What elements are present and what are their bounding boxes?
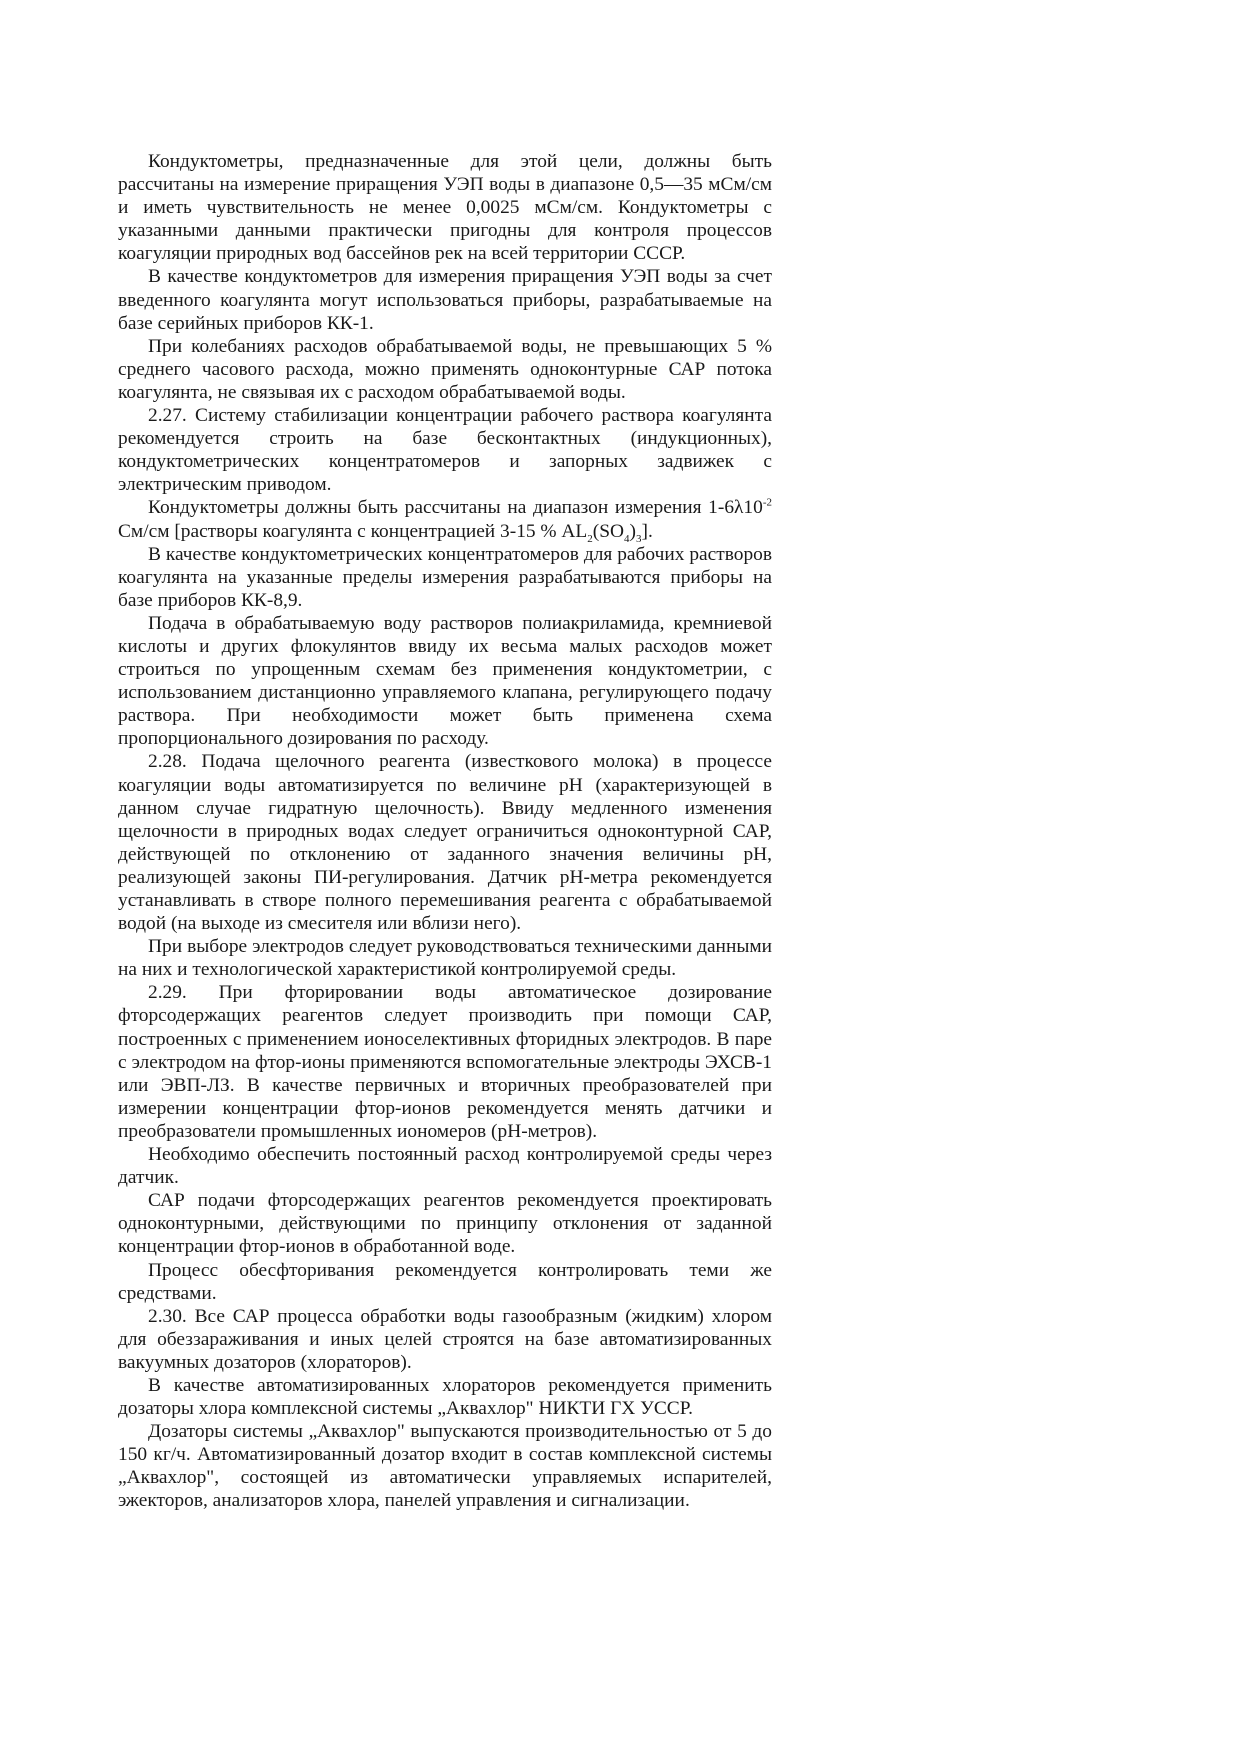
paragraph: Кондуктометры, предназначенные для этой цели, должны быть рассчитаны на измерение приращения УЭП воды в диапазоне 0,5—35 мСм/см и иметь чувствительность не менее 0,0025 мСм/см. Кондуктометры с указанными данными практически пригодны для контроля процессов коагуляции природных вод бассейнов рек на всей территории СССР. [118,151,772,265]
subscript: 3 [636,532,642,545]
paragraph: 2.30. Все САР процесса обработки воды газообразным (жидким) хлором для обеззараживания и иных целей строятся на базе автоматизированных вакуумных дозаторов (хлораторов). [118,1305,772,1373]
paragraph: При выборе электродов следует руководствоваться техническими данными на них и технологической характеристикой контролируемой среды. [118,936,772,981]
paragraph: 2.29. При фторировании воды автоматическое дозирование фторсодержащих реагентов следует производить при помощи САР, построенных с применением ионоселективных фторидных электродов. В паре с электродом на фтор-ионы применяются вспомогательные электроды ЭХСВ-1 или ЭВП-ЛЗ. В качестве первичных и вторичных преобразователей при измерении концентрации фтор-ионов рекомендуется менять датчики и преобразователи промышленных иономеров (рН-метров). [118,982,772,1142]
subscript: 4 [624,532,630,545]
formula-text: ) [629,520,636,542]
formula-text: ]. [641,520,653,542]
paragraph: В качестве автоматизированных хлораторов рекомендуется применить дозаторы хлора комплексной системы „Аквахлор" НИКТИ ГХ УССР. [118,1374,772,1420]
paragraph: При колебаниях расходов обрабатываемой воды, не превышающих 5 % среднего часового расхода, можно применять одноконтурные САР потока коагулянта, не связывая их с расходом обрабатываемой воды. [118,335,772,403]
formula-text: См/см [растворы коагулянта с концентрацией 3-15 % AL [118,520,588,542]
paragraph: Необходимо обеспечить постоянный расход контролируемой среды через датчик. [118,1144,772,1189]
paragraph: В качестве кондуктометров для измерения приращения УЭП воды за счет введенного коагулянта могут использоваться приборы, разрабатываемые на базе серийных приборов КК-1. [118,266,772,334]
paragraph: Дозаторы системы „Аквахлор" выпускаются производительностью от 5 до 150 кг/ч. Автоматизированный дозатор входит в состав комплексной системы „Аквахлор", состоящей из автоматически управляемых испарителей, эжекторов, анализаторов хлора, панелей управления и сигнализации. [118,1421,772,1512]
paragraph: Процесс обесфторивания рекомендуется контролировать теми же средствами. [118,1259,772,1304]
formula-paragraph [118,496,772,545]
paragraph: 2.27. Систему стабилизации концентрации рабочего раствора коагулянта рекомендуется строить на базе бесконтактных (индукционных), кондуктометрических концентратомеров и запорных задвижек с электрическим приводом. [118,405,772,496]
paragraph: В качестве кондуктометрических концентратомеров для рабочих растворов коагулянта на указанные пределы измерения разрабатываются приборы на базе приборов КК-8,9. [118,543,772,611]
subscript: 2 [587,532,593,545]
paragraph: 2.28. Подача щелочного реагента (известкового молока) в процессе коагуляции воды автоматизируется по величине рН (характеризующей в данном случае гидратную щелочность). Ввиду медленного изменения щелочности в природных водах следует ограничиться одноконтурной САР, действующей по отклонению от заданного значения величины рН, реализующей законы ПИ-регулирования. Датчик рН-метра рекомендуется устанавливать в створе полного перемешивания реагента с обрабатываемой водой (на выходе из смесителя или вблизи него). [118,751,772,935]
paragraph: Подача в обрабатываемую воду растворов полиакриламида, кремниевой кислоты и других флокулянтов ввиду их весьма малых расходов может строиться по упрощенным схемам без применения кондуктометрии, с использованием дистанционно управляемого клапана, регулирующего подачу раствора. При необходимости может быть применена схема пропорционального дозирования по расходу. [118,612,772,750]
exponent: -2 [762,496,772,509]
formula-text: Кондуктометры должны быть рассчитаны на диапазон измерения 1-6λ10 [148,497,763,519]
document-page [118,150,772,1513]
paragraph: САР подачи фторсодержащих реагентов рекомендуется проектировать одноконтурными, действующими по принципу отклонения от заданной концентрации фтор-ионов в обработанной воде. [118,1190,772,1258]
formula-text: (SO [592,520,625,542]
